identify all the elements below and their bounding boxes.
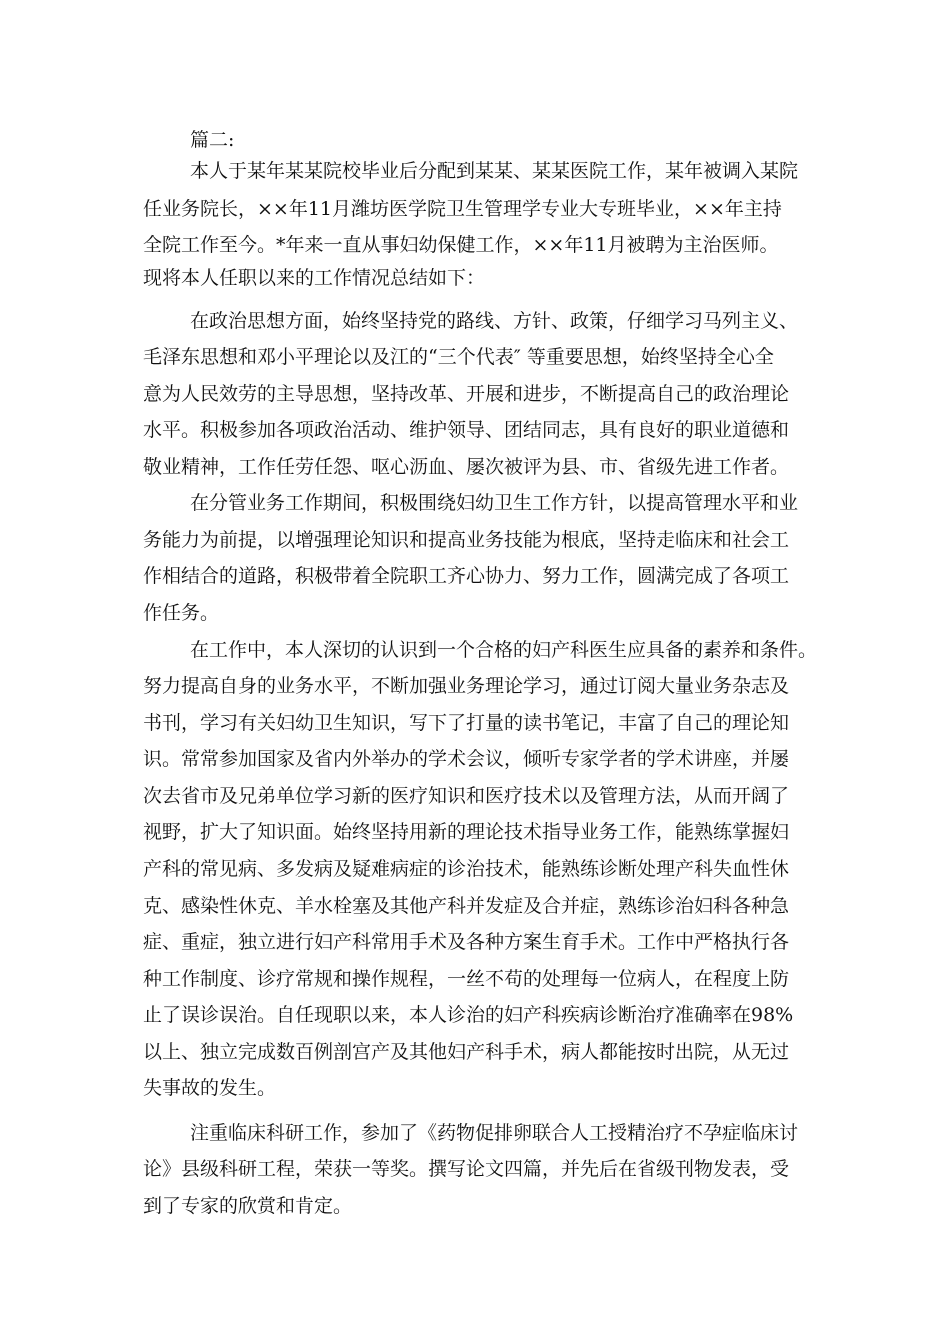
text-line: 意为人民效劳的主导思想，坚持改革、开展和进步，不断提高自己的政治理论 — [143, 383, 790, 405]
text-line: 止了误诊误治。自任现职以来，本人诊治的妇产科疾病诊断治疗准确率在98% — [143, 1004, 794, 1026]
text-line: 作相结合的道路，积极带着全院职工齐心协力、努力工作，圆满完成了各项工 — [143, 565, 790, 587]
text-line: 失事故的发生。 — [143, 1077, 277, 1099]
text-line: 毛泽东思想和邓小平理论以及江的“三个代表″ 等重要思想，始终坚持全心全 — [143, 346, 774, 368]
text-line: 务能力为前提，以增强理论知识和提高业务技能为根底，坚持走临床和社会工 — [143, 529, 790, 551]
text-line: 现将本人任职以来的工作情况总结如下： — [143, 267, 486, 289]
text-line: 在分管业务工作期间，积极围绕妇幼卫生工作方针，以提高管理水平和业 — [190, 492, 799, 514]
text-line: 次去省市及兄弟单位学习新的医疗知识和医疗技术以及管理方法，从而开阔了 — [143, 785, 790, 807]
text-line: 症、重症，独立进行妇产科常用手术及各种方案生育手术。工作中严格执行各 — [143, 931, 790, 953]
text-line: 本人于某年某某院校毕业后分配到某某、某某医院工作，某年被调入某院 — [190, 160, 799, 182]
text-line: 努力提高自身的业务水平，不断加强业务理论学习，通过订阅大量业务杂志及 — [143, 675, 790, 697]
text-line: 识。常常参加国家及省内外举办的学术会议，倾听专家学者的学术讲座，并屡 — [143, 748, 790, 770]
text-line: 任业务院长，××年11月潍坊医学院卫生管理学专业大专班毕业，××年主持 — [143, 198, 782, 220]
section-heading: 篇二: — [190, 129, 235, 151]
text-line: 论》县级科研工程，荣获一等奖。撰写论文四篇，并先后在省级刊物发表，受 — [143, 1158, 790, 1180]
text-line: 种工作制度、诊疗常规和操作规程，一丝不苟的处理每一位病人，在程度上防 — [143, 968, 790, 990]
text-line: 产科的常见病、多发病及疑难病症的诊治技术，能熟练诊断处理产科失血性休 — [143, 858, 790, 880]
text-line: 以上、独立完成数百例剖宫产及其他妇产科手术，病人都能按时出院，从无过 — [143, 1041, 790, 1063]
text-line: 作任务。 — [143, 602, 220, 624]
text-line: 书刊，学习有关妇幼卫生知识，写下了打量的读书笔记，丰富了自己的理论知 — [143, 712, 790, 734]
text-line: 克、感染性休克、羊水栓塞及其他产科并发症及合并症，熟练诊治妇科各种急 — [143, 895, 790, 917]
text-line: 在工作中，本人深切的认识到一个合格的妇产科医生应具备的素养和条件。 — [190, 639, 818, 661]
text-line: 视野，扩大了知识面。始终坚持用新的理论技术指导业务工作，能熟练掌握妇 — [143, 821, 790, 843]
text-line: 注重临床科研工作，参加了《药物促排卵联合人工授精治疗不孕症临床讨 — [190, 1122, 799, 1144]
text-line: 在政治思想方面，始终坚持党的路线、方针、政策，仔细学习马列主义、 — [190, 310, 799, 332]
text-line: 水平。积极参加各项政治活动、维护领导、团结同志，具有良好的职业道德和 — [143, 419, 790, 441]
text-line: 全院工作至今。*年来一直从事妇幼保健工作，××年11月被聘为主治医师。 — [143, 234, 779, 256]
text-line: 到了专家的欣赏和肯定。 — [143, 1195, 353, 1217]
text-line: 敬业精神，工作任劳任怨、呕心沥血、屡次被评为县、市、省级先进工作者。 — [143, 456, 790, 478]
